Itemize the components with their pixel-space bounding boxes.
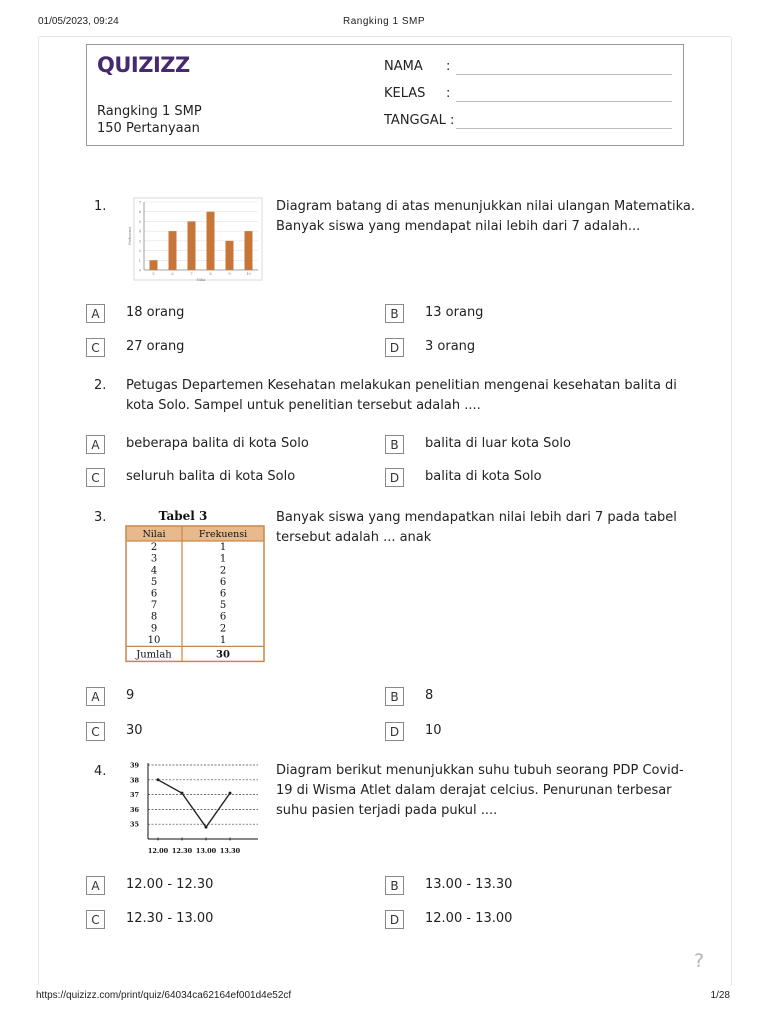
x-axis-label: Nilai <box>196 278 206 282</box>
option-text: 13 orang <box>425 305 484 320</box>
option-text: 3 orang <box>425 339 476 354</box>
quiz-title: Rangking 1 SMP <box>97 104 202 119</box>
y-tick-label: 6 <box>138 210 141 215</box>
y-tick-label: 36 <box>129 805 139 814</box>
x-tick-label: 6 <box>171 272 174 276</box>
print-footer <box>36 990 730 1004</box>
y-tick-label: 38 <box>129 776 139 785</box>
field-colon: : <box>446 59 451 74</box>
option-text: 10 <box>425 723 442 738</box>
table-cell: 5 <box>219 600 227 612</box>
table-header-cell: Nilai <box>142 529 166 540</box>
option-letter: B <box>385 304 404 323</box>
table-cell: 6 <box>219 611 227 623</box>
option-letter: D <box>385 338 404 357</box>
y-tick-label: 2 <box>138 249 141 254</box>
option-text: 30 <box>126 723 143 738</box>
option-letter: A <box>86 876 105 895</box>
x-tick-label: 7 <box>190 272 193 276</box>
print-title: Rangking 1 SMP <box>342 16 426 27</box>
option-text: 18 orang <box>126 305 185 320</box>
y-axis-label: Frekuensi <box>128 227 132 245</box>
bar <box>169 231 177 270</box>
bar <box>207 212 215 270</box>
help-icon[interactable]: ? <box>694 950 705 972</box>
question-number: 3. <box>94 510 107 525</box>
option-text: balita di luar kota Solo <box>425 436 571 451</box>
y-tick-label: 4 <box>138 229 141 234</box>
table-cell: 1 <box>219 542 227 554</box>
table-title: Tabel 3 <box>158 509 208 523</box>
option-letter: C <box>86 910 105 929</box>
option-text: 12.00 - 12.30 <box>126 877 214 892</box>
option-letter: C <box>86 468 105 487</box>
bar <box>245 231 253 270</box>
field-kelas <box>384 86 451 101</box>
field-tanggal <box>384 113 455 128</box>
table-cell: 2 <box>219 623 227 635</box>
data-point <box>229 792 232 795</box>
option-text: 13.00 - 13.30 <box>425 877 513 892</box>
field-line[interactable] <box>456 128 672 129</box>
series-line <box>158 780 230 827</box>
question-number: 1. <box>94 199 107 214</box>
table-total-value: 30 <box>216 649 230 661</box>
option-letter: B <box>385 435 404 454</box>
x-tick-label: 12.00 <box>147 847 169 855</box>
question-number: 2. <box>94 378 107 393</box>
x-tick-label: 10 <box>246 272 251 276</box>
option-text: beberapa balita di kota Solo <box>126 436 309 451</box>
field-label: NAMA <box>384 59 423 74</box>
field-line[interactable] <box>456 101 672 102</box>
student-info-box <box>86 44 684 146</box>
question-text: Banyak siswa yang mendapatkan nilai lebih dari 7 pada tabel tersebut adalah ... anak <box>276 510 677 545</box>
question-text: Diagram batang di atas menunjukkan nilai ulangan Matematika. Banyak siswa yang mendapat nilai lebih dari 7 adalah... <box>276 199 696 234</box>
field-line[interactable] <box>456 74 672 75</box>
option-text: 8 <box>425 688 434 703</box>
table-cell: 5 <box>150 576 158 588</box>
table-cell: 10 <box>147 634 161 646</box>
bar-chart <box>126 196 266 286</box>
line-chart <box>124 760 266 860</box>
y-tick-label: 37 <box>129 791 139 800</box>
option-letter: D <box>385 722 404 741</box>
data-point <box>181 792 184 795</box>
print-url: https://quizizz.com/print/quiz/64034ca62164ef001d4e52cf <box>36 990 292 1001</box>
field-label: KELAS <box>384 86 426 101</box>
y-tick-label: 35 <box>129 820 139 829</box>
table-cell: 2 <box>219 565 227 577</box>
print-header <box>38 16 730 30</box>
option-text: 12.00 - 13.00 <box>425 911 513 926</box>
field-nama <box>384 59 451 74</box>
x-tick-label: 12.30 <box>171 847 193 855</box>
table-header-cell: Frekuensi <box>198 529 248 540</box>
y-tick-label: 5 <box>138 219 141 224</box>
table-cell: 8 <box>150 611 158 623</box>
page-number: 1/28 <box>710 990 730 1001</box>
option-text: 12.30 - 13.00 <box>126 911 214 926</box>
option-letter: C <box>86 338 105 357</box>
table-cell: 1 <box>219 553 227 565</box>
option-letter: B <box>385 687 404 706</box>
option-letter: D <box>385 468 404 487</box>
frequency-table <box>124 506 266 670</box>
option-letter: B <box>385 876 404 895</box>
data-point <box>205 826 208 829</box>
option-letter: C <box>86 722 105 741</box>
table-cell: 4 <box>150 565 158 577</box>
question-text: Diagram berikut menunjukkan suhu tubuh seorang PDP Covid-19 di Wisma Atlet dalam derajat celcius. Penurunan terbesar suhu pasien terjadi pada pukul .... <box>276 763 684 818</box>
field-colon: : <box>446 86 451 101</box>
print-datetime: 01/05/2023, 09:24 <box>38 16 119 27</box>
question-number: 4. <box>94 764 107 779</box>
x-tick-label: 13.00 <box>195 847 217 855</box>
field-colon: : <box>450 113 455 128</box>
bar <box>188 221 196 270</box>
table-cell: 6 <box>219 576 227 588</box>
option-letter: A <box>86 435 105 454</box>
option-letter: D <box>385 910 404 929</box>
x-tick-label: 13.30 <box>219 847 241 855</box>
table-cell: 6 <box>150 588 158 600</box>
y-tick-label: 3 <box>138 239 141 244</box>
y-tick-label: 7 <box>138 200 141 205</box>
table-cell: 6 <box>219 588 227 600</box>
table-cell: 2 <box>150 542 158 554</box>
option-letter: A <box>86 304 105 323</box>
y-tick-label: 0 <box>138 268 141 273</box>
y-tick-label: 39 <box>129 761 139 770</box>
question-count: 150 Pertanyaan <box>97 121 200 136</box>
bar <box>226 241 234 270</box>
y-tick-label: 1 <box>138 258 141 263</box>
data-point <box>157 778 160 781</box>
x-tick-label: 8 <box>209 272 212 276</box>
quizizz-logo: QUIZIZZ <box>97 53 190 77</box>
option-text: 9 <box>126 688 135 703</box>
bar <box>150 260 158 270</box>
option-letter: A <box>86 687 105 706</box>
table-cell: 9 <box>150 623 158 635</box>
option-text: balita di kota Solo <box>425 469 542 484</box>
field-label: TANGGAL <box>384 113 446 128</box>
table-total-label: Jumlah <box>136 649 172 661</box>
x-tick-label: 9 <box>228 272 231 276</box>
table-cell: 7 <box>150 600 158 612</box>
table-cell: 3 <box>150 553 158 565</box>
option-text: seluruh balita di kota Solo <box>126 469 296 484</box>
table-cell: 1 <box>219 634 227 646</box>
option-text: 27 orang <box>126 339 185 354</box>
x-tick-label: 5 <box>152 272 155 276</box>
question-text: Petugas Departemen Kesehatan melakukan penelitian mengenai kesehatan balita di kota Solo. Sampel untuk penelitian tersebut adalah .... <box>126 378 677 413</box>
